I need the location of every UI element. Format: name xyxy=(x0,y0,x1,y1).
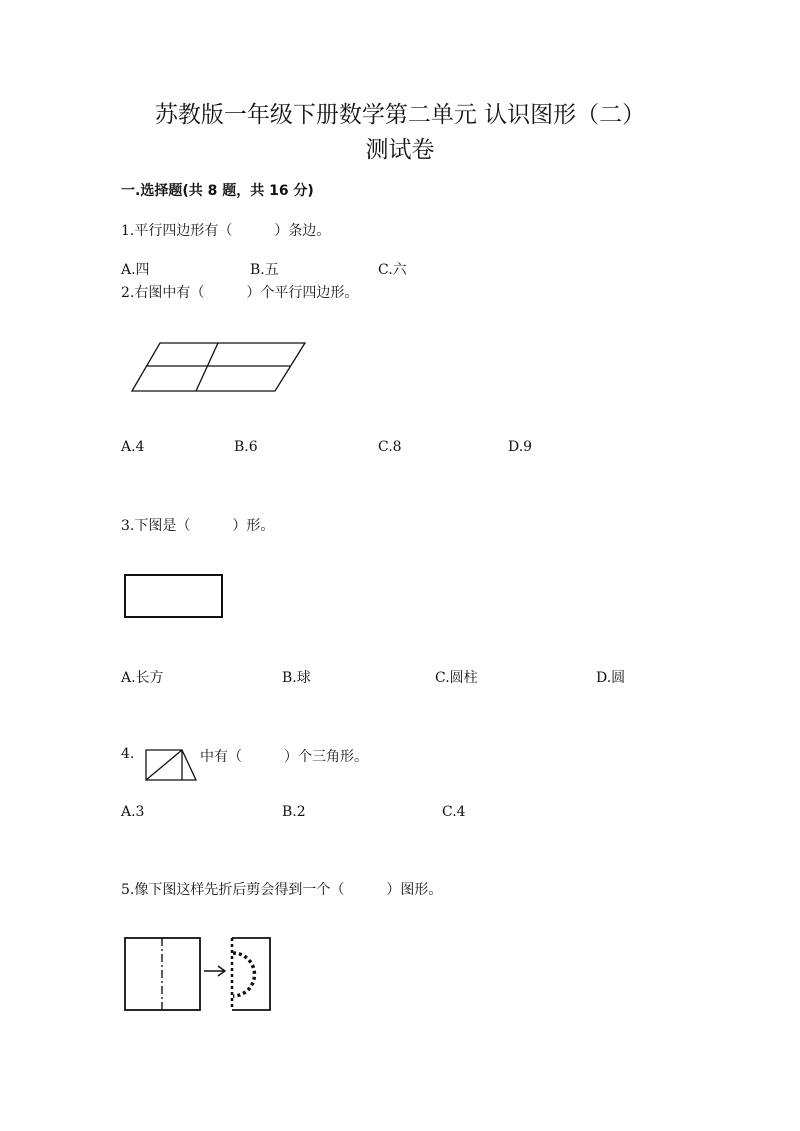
question-1-option-a: A.四 xyxy=(121,262,150,278)
folded-paper-outline xyxy=(232,938,270,1010)
question-2-parallelogram-figure xyxy=(130,340,310,394)
question-1-option-c: C.六 xyxy=(378,262,407,278)
rectangle-shape xyxy=(125,575,222,617)
parallelogram-outline xyxy=(132,343,305,391)
question-1-stem: 1.平行四边形有（ ）条边。 xyxy=(121,223,331,239)
question-2-option-a: A.4 xyxy=(121,439,145,455)
question-5-stem: 5.像下图这样先折后剪会得到一个（ ）图形。 xyxy=(121,882,443,898)
cut-arc xyxy=(233,953,254,996)
question-3-option-b: B.球 xyxy=(282,670,311,686)
section-heading: 一.选择题(共 8 题，共 16 分) xyxy=(121,183,314,199)
page-subtitle: 测试卷 xyxy=(365,137,435,163)
question-4-number: 4. xyxy=(121,746,135,762)
question-4-triangles-figure xyxy=(144,748,198,782)
question-2-option-d: D.9 xyxy=(508,439,533,455)
question-3-rectangle-figure xyxy=(124,574,224,618)
question-3-stem: 3.下图是（ ）形。 xyxy=(121,518,275,534)
question-3-option-a: A.长方 xyxy=(121,670,164,686)
question-2-stem: 2.右图中有（ ）个平行四边形。 xyxy=(121,285,359,301)
question-5-fold-cut-figure xyxy=(124,936,274,1012)
question-1-option-b: B.五 xyxy=(250,262,279,278)
question-4-option-c: C.4 xyxy=(442,804,466,820)
trapezoid-diagonal xyxy=(146,750,182,780)
question-2-option-b: B.6 xyxy=(234,439,258,455)
question-3-option-c: C.圆柱 xyxy=(435,670,478,686)
parallelogram-midline-slanted xyxy=(196,343,218,391)
question-4-option-a: A.3 xyxy=(121,804,145,820)
page-title: 苏教版一年级下册数学第二单元 认识图形（二） xyxy=(154,102,646,128)
question-2-option-c: C.8 xyxy=(378,439,402,455)
question-4-option-b: B.2 xyxy=(282,804,306,820)
trapezoid-outline xyxy=(146,750,196,780)
question-4-stem: 中有（ ）个三角形。 xyxy=(200,749,368,765)
question-3-option-d: D.圆 xyxy=(596,670,626,686)
